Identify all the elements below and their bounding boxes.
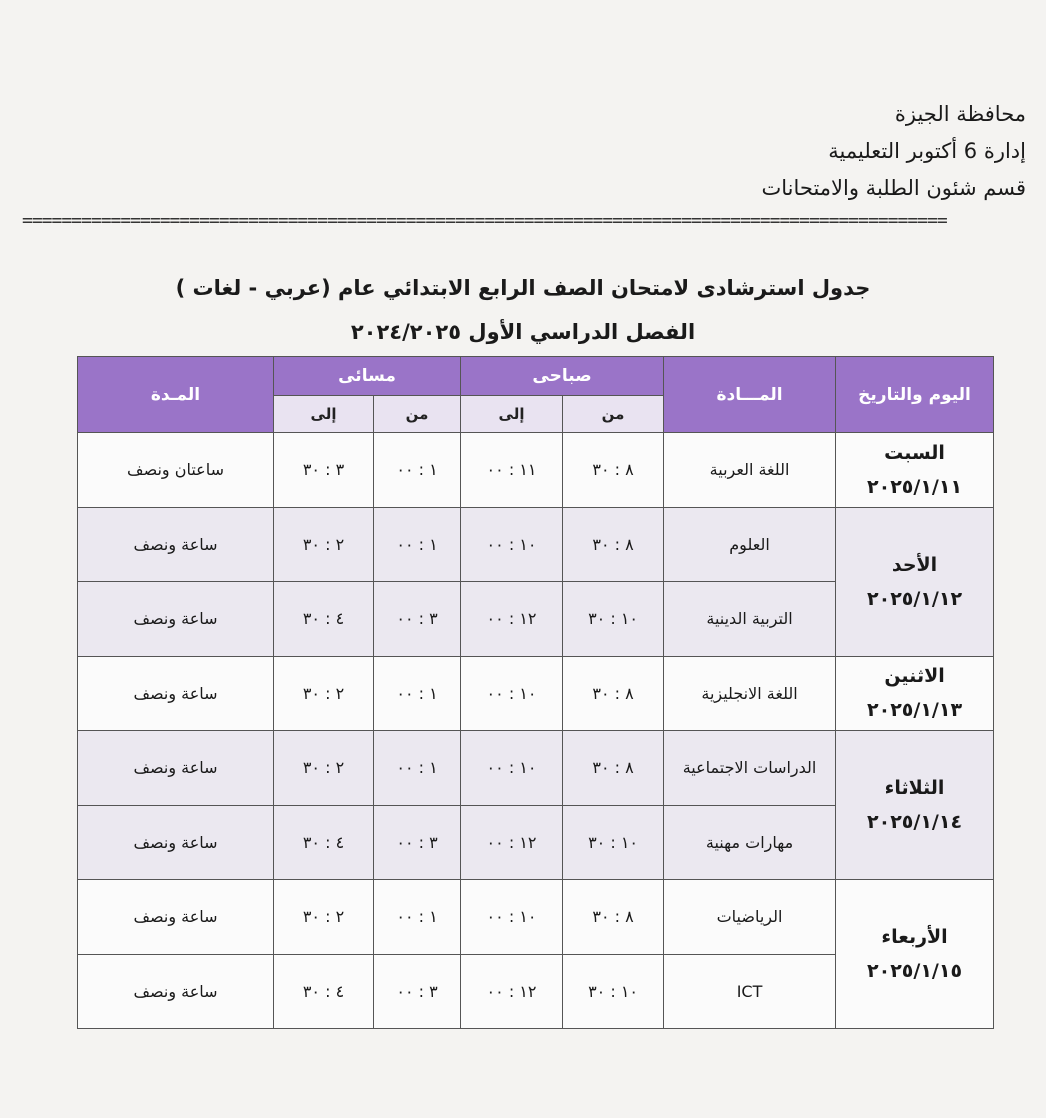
table-row (78, 656, 994, 731)
administration: إدارة 6 أكتوبر التعليمية (828, 139, 1026, 163)
subject-cell: الرياضيات (664, 880, 836, 955)
evening-to-cell: ٢ : ٣٠ (274, 731, 374, 806)
morning-to-cell: ١٢ : ٠٠ (461, 582, 563, 657)
evening-to-cell: ٢ : ٣٠ (274, 880, 374, 955)
exam-date: ٢٠٢٥/١/١٥ (867, 960, 963, 982)
department: قسم شئون الطلبة والامتحانات (761, 176, 1026, 200)
exam-date: ٢٠٢٥/١/١٤ (867, 811, 963, 833)
exam-date: ٢٠٢٥/١/١١ (867, 475, 963, 498)
morning-to-cell: ١٢ : ٠٠ (461, 954, 563, 1029)
governorate: محافظة الجيزة (894, 102, 1026, 126)
morning-from-cell: ٨ : ٣٠ (563, 731, 664, 806)
evening-from-cell: ١ : ٠٠ (374, 731, 461, 806)
evening-from-cell: ٣ : ٠٠ (374, 582, 461, 657)
day-name: الأحد (891, 553, 938, 576)
evening-from-cell: ٣ : ٠٠ (374, 954, 461, 1029)
morning-from-cell: ٨ : ٣٠ (563, 656, 664, 731)
morning-to-cell: ١٠ : ٠٠ (461, 656, 563, 731)
header-evening-to: إلى (274, 396, 374, 433)
duration-cell: ساعة ونصف (78, 954, 274, 1029)
evening-from-cell: ١ : ٠٠ (374, 433, 461, 508)
duration-cell: ساعة ونصف (78, 880, 274, 955)
evening-to-cell: ٤ : ٣٠ (274, 805, 374, 880)
table-row (78, 880, 994, 955)
day-date-cell (836, 656, 994, 731)
duration-cell: ساعة ونصف (78, 805, 274, 880)
evening-to-cell: ٤ : ٣٠ (274, 582, 374, 657)
morning-to-cell: ١٠ : ٠٠ (461, 880, 563, 955)
header-morning-to: إلى (461, 396, 563, 433)
schedule-title: جدول استرشادى لامتحان الصف الرابع الابتدائي عام (عربي - لغات ) (175, 276, 871, 300)
duration-cell: ساعتان ونصف (78, 433, 274, 508)
table-row (78, 433, 994, 508)
subject-cell: اللغة العربية (664, 433, 836, 508)
subject-cell: مهارات مهنية (664, 805, 836, 880)
subject-cell: التربية الدينية (664, 582, 836, 657)
header-day-date: اليوم والتاريخ (836, 357, 994, 433)
table-row (78, 731, 994, 806)
morning-from-cell: ١٠ : ٣٠ (563, 954, 664, 1029)
separator-line: ============================================================================================== (22, 210, 947, 231)
exam-schedule-table (77, 356, 994, 1029)
duration-cell: ساعة ونصف (78, 731, 274, 806)
subject-cell: العلوم (664, 507, 836, 582)
morning-to-cell: ١١ : ٠٠ (461, 433, 563, 508)
day-date-cell (836, 880, 994, 1029)
evening-from-cell: ٣ : ٠٠ (374, 805, 461, 880)
morning-from-cell: ١٠ : ٣٠ (563, 582, 664, 657)
morning-to-cell: ١٢ : ٠٠ (461, 805, 563, 880)
exam-date: ٢٠٢٥/١/١٣ (867, 699, 963, 722)
evening-from-cell: ١ : ٠٠ (374, 656, 461, 731)
morning-from-cell: ١٠ : ٣٠ (563, 805, 664, 880)
schedule-subtitle: الفصل الدراسي الأول ٢٠٢٤/٢٠٢٥ (350, 320, 696, 344)
morning-from-cell: ٨ : ٣٠ (563, 433, 664, 508)
header-morning-from: من (563, 396, 664, 433)
evening-to-cell: ٣ : ٣٠ (274, 433, 374, 508)
header-duration: المـدة (78, 357, 274, 433)
document-header (762, 96, 1027, 207)
duration-cell: ساعة ونصف (78, 582, 274, 657)
morning-to-cell: ١٠ : ٠٠ (461, 507, 563, 582)
header-evening-from: من (374, 396, 461, 433)
evening-to-cell: ٢ : ٣٠ (274, 656, 374, 731)
subject-cell: الدراسات الاجتماعية (664, 731, 836, 806)
morning-from-cell: ٨ : ٣٠ (563, 507, 664, 582)
duration-cell: ساعة ونصف (78, 656, 274, 731)
day-name: السبت (884, 441, 945, 464)
day-name: الأربعاء (881, 926, 948, 948)
header-evening: مسائى (274, 357, 461, 396)
day-name: الثلاثاء (884, 777, 945, 799)
morning-from-cell: ٨ : ٣٠ (563, 880, 664, 955)
evening-to-cell: ٤ : ٣٠ (274, 954, 374, 1029)
header-subject: المـــادة (664, 357, 836, 433)
evening-from-cell: ١ : ٠٠ (374, 507, 461, 582)
evening-to-cell: ٢ : ٣٠ (274, 507, 374, 582)
header-morning: صباحى (461, 357, 664, 396)
subject-cell: ICT (664, 954, 836, 1029)
duration-cell: ساعة ونصف (78, 507, 274, 582)
day-date-cell (836, 507, 994, 656)
evening-from-cell: ١ : ٠٠ (374, 880, 461, 955)
exam-date: ٢٠٢٥/١/١٢ (867, 587, 963, 610)
day-date-cell (836, 433, 994, 508)
day-date-cell (836, 731, 994, 880)
subject-cell: اللغة الانجليزية (664, 656, 836, 731)
table-row (78, 507, 994, 582)
morning-to-cell: ١٠ : ٠٠ (461, 731, 563, 806)
day-name: الاثنين (884, 665, 945, 688)
